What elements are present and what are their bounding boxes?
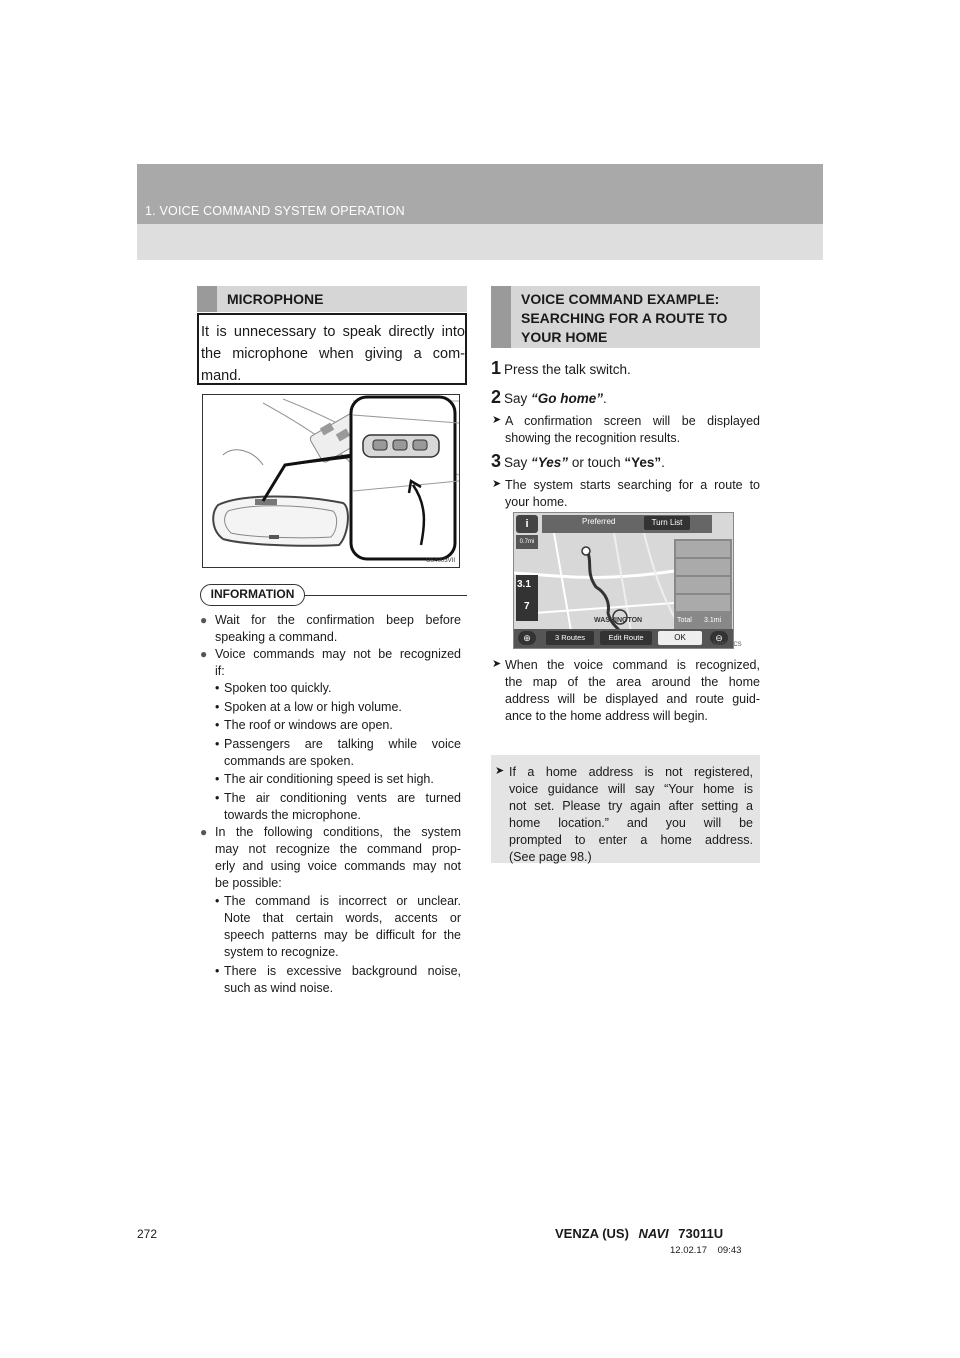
step-3	[491, 451, 665, 472]
total-distance: 3.1mi	[704, 617, 722, 624]
home-address-note	[491, 755, 760, 863]
list-item: • There is excessive background noise, such as wind noise.	[215, 963, 461, 995]
model-code: 73011U	[678, 1226, 724, 1241]
check-bullet-icon: ➤	[492, 658, 502, 670]
section-tab-marker	[491, 286, 511, 348]
figure-caption: US4003VII	[425, 558, 455, 564]
step-text: .	[603, 391, 607, 406]
step-3-result: The system starts searching for a route to your home.	[505, 478, 760, 509]
map-caption: US4009TCS	[708, 642, 742, 648]
step-text: Press the talk switch.	[504, 362, 631, 377]
example-section-title	[491, 286, 760, 348]
step-number: 1	[491, 358, 502, 378]
info-button[interactable]: i	[516, 515, 538, 533]
footer-time: 09:43	[717, 1245, 742, 1256]
step-text: Say	[504, 391, 532, 406]
info-item: Voice commands may not be recognized if:	[215, 647, 461, 678]
list-item: • The roof or windows are open.	[215, 718, 393, 732]
list-item: • Passengers are talking while voice commands are spoken.	[215, 736, 461, 768]
step-number: 2	[491, 387, 502, 407]
route-info-row	[676, 541, 730, 557]
example-title-line: SEARCHING FOR A ROUTE TO	[521, 310, 728, 326]
header-subbar	[137, 224, 823, 260]
example-title-line: VOICE COMMAND EXAMPLE:	[521, 291, 720, 307]
speed-readout-secondary: 7	[524, 601, 530, 612]
list-item: • The air conditioning vents are turned towards the microphone.	[215, 790, 461, 822]
page-number: 272	[137, 1227, 158, 1241]
list-item: • Spoken at a low or high volume.	[215, 699, 402, 714]
zoom-out-icon[interactable]: ⊖	[710, 631, 728, 645]
routes-button[interactable]: 3 Routes	[546, 631, 594, 645]
step-text: or touch	[568, 455, 625, 470]
turn-list-button[interactable]: Turn List	[644, 516, 690, 530]
note-text: If a home address is not registered, voice guidance will say “Your home is not set. Please try again after setting a home location.” and you will be prompted to enter a home address. (See page 98.)	[509, 765, 753, 864]
distance-readout: 0.7mi	[516, 535, 538, 549]
microphone-figure	[202, 394, 460, 568]
sub-list	[215, 893, 461, 997]
list-item: • Spoken too quickly.	[215, 681, 332, 695]
bullet-icon: ●	[200, 825, 208, 839]
list-item: • The command is incorrect or unclear. Note that certain words, accents or speech patterns may be difficult for the system to recognize.	[215, 894, 461, 959]
section-tab-marker	[197, 286, 217, 312]
step-text: .	[661, 455, 665, 470]
result-description: When the voice command is recognized, the map of the area around the home address will be displayed and route guid- ance to the home address will begin.	[505, 658, 760, 723]
voice-command: “Go home”	[531, 391, 604, 406]
bullet-icon: ●	[200, 647, 208, 661]
sub-list	[215, 680, 461, 824]
route-info-row	[676, 577, 730, 593]
map-place-label: WASHINGTON	[594, 617, 643, 624]
microphone-note-box	[197, 313, 467, 385]
model-label: VENZA (US) NAVI 73011U	[555, 1226, 724, 1241]
check-bullet-icon: ➤	[492, 414, 502, 426]
chapter-title: 1. VOICE COMMAND SYSTEM OPERATION	[145, 204, 405, 218]
footer-date: 12.02.17	[670, 1245, 707, 1256]
list-item: • The air conditioning speed is set high.	[215, 772, 434, 786]
example-title-line: YOUR HOME	[521, 329, 608, 345]
button-reference: “Yes”	[624, 455, 662, 470]
microphone-title-text: MICROPHONE	[227, 291, 324, 307]
navigation-map-screenshot	[513, 512, 734, 649]
note-line: mand.	[201, 368, 242, 384]
step-text: Say	[504, 455, 532, 470]
route-preference: Preferred	[582, 517, 616, 526]
route-info-row	[676, 595, 730, 611]
navi-label: NAVI	[638, 1226, 669, 1241]
check-bullet-icon: ➤	[495, 765, 505, 777]
zoom-in-icon[interactable]: ⊕	[518, 631, 536, 645]
total-label: Total	[677, 617, 692, 624]
note-line: It is unnecessary to speak directly into	[201, 324, 465, 340]
edit-route-button[interactable]: Edit Route	[600, 631, 652, 645]
step-2-result: A confirmation screen will be displayed showing the recognition results.	[505, 414, 760, 445]
map-side-panel	[674, 539, 732, 629]
step-number: 3	[491, 451, 502, 471]
ok-button[interactable]: OK	[658, 631, 702, 645]
microphone-section-title	[197, 286, 467, 312]
rearview-mirror-illustration	[203, 395, 459, 567]
check-bullet-icon: ➤	[492, 478, 502, 490]
info-item: In the following conditions, the system may not recognize the command prop- erly and using voice commands may not be possible:	[215, 825, 461, 890]
step-2	[491, 387, 607, 408]
bullet-icon: ●	[200, 613, 208, 627]
info-item: Wait for the confirmation beep before speaking a command.	[215, 613, 461, 644]
voice-command: “Yes”	[531, 455, 569, 470]
timestamp	[670, 1245, 741, 1256]
route-info-row	[676, 559, 730, 575]
speed-readout: 3.1	[517, 579, 531, 590]
information-label: INFORMATION	[200, 584, 305, 606]
note-line: the microphone when giving a com-	[201, 346, 465, 362]
step-1	[491, 358, 631, 379]
